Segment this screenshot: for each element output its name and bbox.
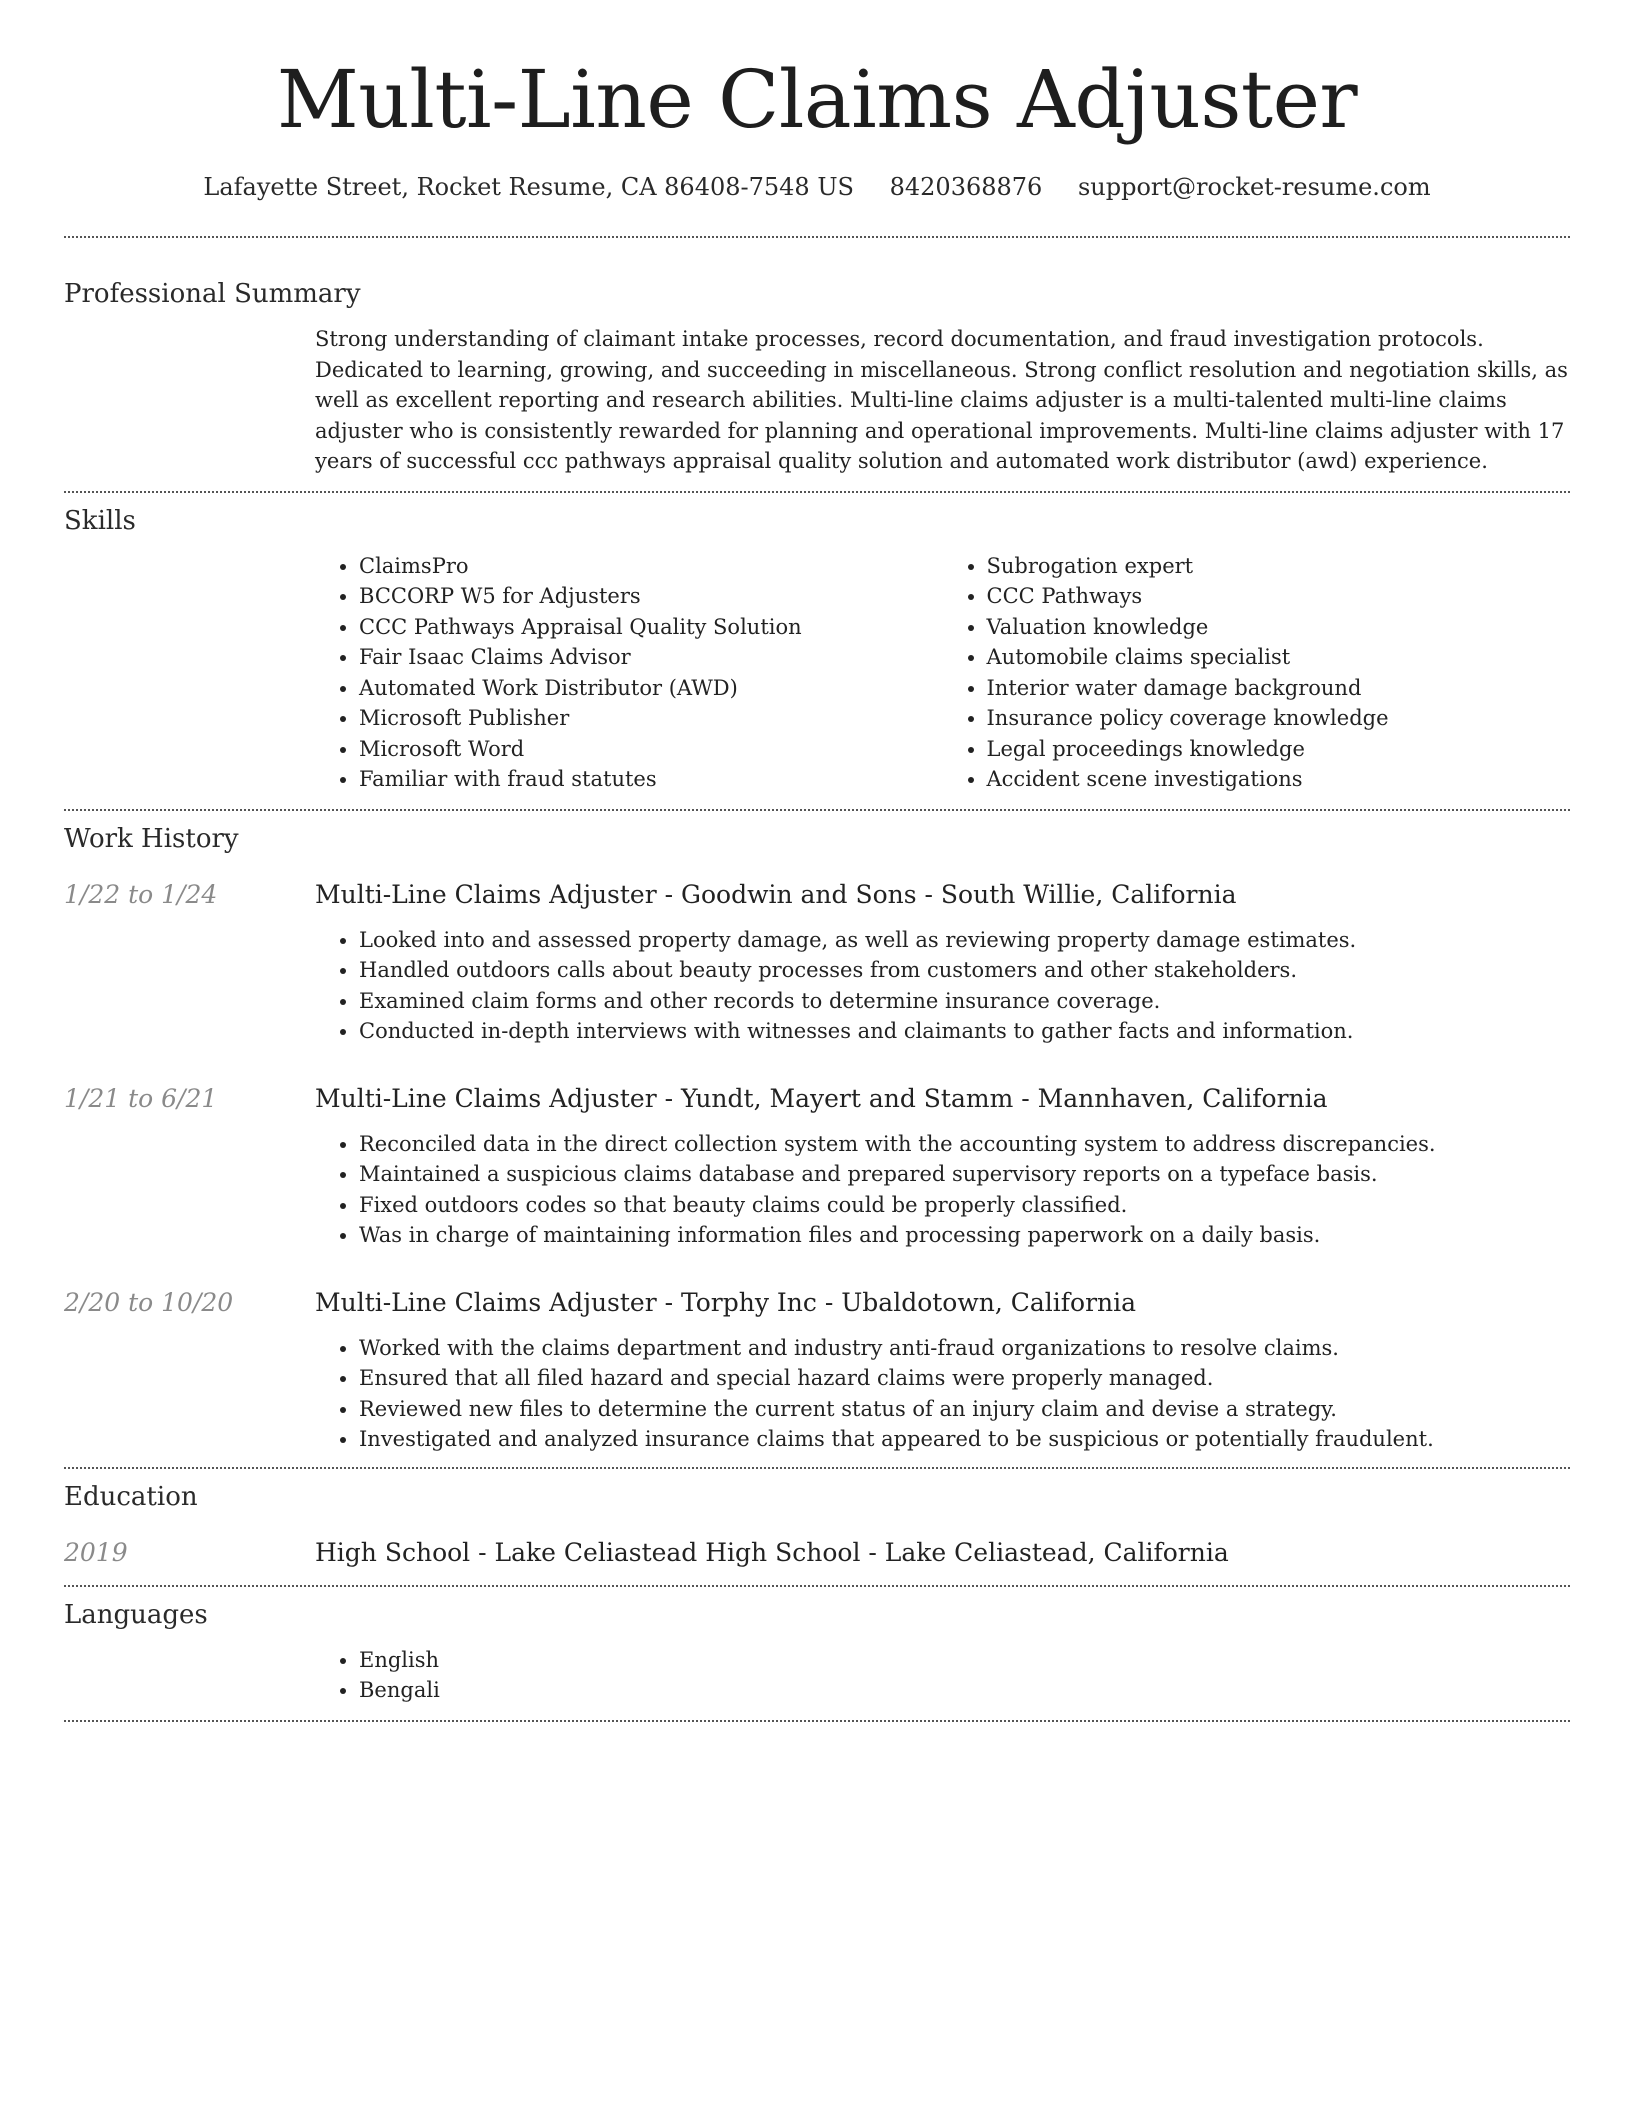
list-item: • Valuation knowledge [987, 612, 1571, 643]
list-item: • Microsoft Publisher [359, 703, 943, 734]
job-title: Multi-Line Claims Adjuster - Goodwin and Sons - South Willie, California [315, 879, 1237, 909]
skills-section [64, 493, 1570, 809]
list-item: • Interior water damage background [987, 673, 1571, 704]
skills-grid [315, 551, 1570, 809]
job-date: 1/22 to 1/24 [64, 879, 218, 909]
list-item: • Investigated and analyzed insurance claims that appeared to be suspicious or potentially fraudulent. [359, 1424, 1570, 1455]
education-title-line: High School - Lake Celiastead High School - Lake Celiastead, California [315, 1537, 1229, 1567]
work-title: Work History [64, 823, 239, 854]
job-bullet-list [315, 1333, 1570, 1455]
list-item: • ClaimsPro [359, 551, 943, 582]
job-header [64, 1287, 1570, 1319]
education-section [64, 1469, 1570, 1585]
list-item: • Insurance policy coverage knowledge [987, 703, 1571, 734]
candidate-name: Multi-Line Claims Adjuster [276, 53, 1358, 146]
skills-title: Skills [64, 505, 136, 536]
job-bullets [315, 925, 1570, 1047]
job-date: 2/20 to 10/20 [64, 1287, 234, 1317]
job-entry [64, 1287, 1570, 1467]
list-item: • Microsoft Word [359, 734, 943, 765]
job-bullet-list [315, 925, 1570, 1047]
languages-section [64, 1587, 1570, 1720]
list-item: • Fair Isaac Claims Advisor [359, 642, 943, 673]
list-item: • Examined claim forms and other records to determine insurance coverage. [359, 986, 1570, 1017]
work-section [64, 811, 1570, 1467]
list-item: • English [359, 1645, 1570, 1676]
job-header [64, 1083, 1570, 1115]
list-item: • Maintained a suspicious claims database and prepared supervisory reports on a typeface basis. [359, 1159, 1570, 1190]
list-item: • Reconciled data in the direct collection system with the accounting system to address discrepancies. [359, 1129, 1570, 1160]
job-bullet-list [315, 1129, 1570, 1251]
list-item: • Bengali [359, 1675, 1570, 1706]
job-title: Multi-Line Claims Adjuster - Torphy Inc - Ubaldotown, California [315, 1287, 1137, 1317]
list-item: • Automobile claims specialist [987, 642, 1571, 673]
list-item: • CCC Pathways Appraisal Quality Solution [359, 612, 943, 643]
resume-page [64, 0, 1570, 1722]
list-item: • Handled outdoors calls about beauty processes from customers and other stakeholders. [359, 955, 1570, 986]
list-item: • Ensured that all filed hazard and special hazard claims were properly managed. [359, 1363, 1570, 1394]
list-item: • Automated Work Distributor (AWD) [359, 673, 943, 704]
job-entry [64, 1083, 1570, 1251]
education-entry [64, 1537, 1570, 1569]
languages-list [315, 1645, 1570, 1706]
list-item: • BCCORP W5 for Adjusters [359, 581, 943, 612]
summary-title: Professional Summary [64, 279, 361, 309]
list-item: • Was in charge of maintaining information files and processing paperwork on a daily basis. [359, 1220, 1570, 1251]
list-item: • Legal proceedings knowledge [987, 734, 1571, 765]
contact-email: support@rocket-resume.com [1077, 173, 1431, 201]
job-bullets [315, 1333, 1570, 1455]
education-title: Education [64, 1481, 198, 1512]
education-date: 2019 [64, 1537, 128, 1567]
skills-list-right [943, 551, 1571, 795]
skills-list-left [315, 551, 943, 795]
list-item: • Subrogation expert [987, 551, 1571, 582]
list-item: • Reviewed new files to determine the current status of an injury claim and devise a strategy. [359, 1394, 1570, 1425]
list-item: • Conducted in-depth interviews with witnesses and claimants to gather facts and information. [359, 1016, 1570, 1047]
list-item: • Fixed outdoors codes so that beauty claims could be properly classified. [359, 1190, 1570, 1221]
job-title: Multi-Line Claims Adjuster - Yundt, Mayert and Stamm - Mannhaven, California [315, 1083, 1328, 1113]
list-item: • Looked into and assessed property damage, as well as reviewing property damage estimates. [359, 925, 1570, 956]
list-item: • Accident scene investigations [987, 764, 1571, 795]
job-header [64, 879, 1570, 911]
job-entry [64, 879, 1570, 1047]
languages-list-wrap [315, 1645, 1570, 1706]
job-bullets [315, 1129, 1570, 1251]
contact-line [64, 172, 1570, 202]
job-date: 1/21 to 6/21 [64, 1083, 218, 1113]
list-item: • CCC Pathways [987, 581, 1571, 612]
list-item: • Familiar with fraud statutes [359, 764, 943, 795]
contact-address: Lafayette Street, Rocket Resume, CA 86408-7548 US [203, 173, 854, 201]
divider [64, 1720, 1570, 1722]
languages-title: Languages [64, 1599, 208, 1630]
list-item: • Worked with the claims department and industry anti-fraud organizations to resolve claims. [359, 1333, 1570, 1364]
contact-phone: 8420368876 [889, 173, 1043, 201]
summary-section [64, 238, 1570, 491]
summary-text: Strong understanding of claimant intake processes, record documentation, and fraud investigation protocols. Dedicated to learning, growing, and succeeding in miscellaneous. Strong conflict resolution and negotiation skills, as well as excellent reporting and research abilities. Multi-line claims adjuster is a multi-talented multi-line claims adjuster who is consistently rewarded for planning and operational improvements. Multi-line claims adjuster with 17 years of successful ccc pathways appraisal quality solution and automated work distributor (awd) experience. [315, 327, 1568, 473]
